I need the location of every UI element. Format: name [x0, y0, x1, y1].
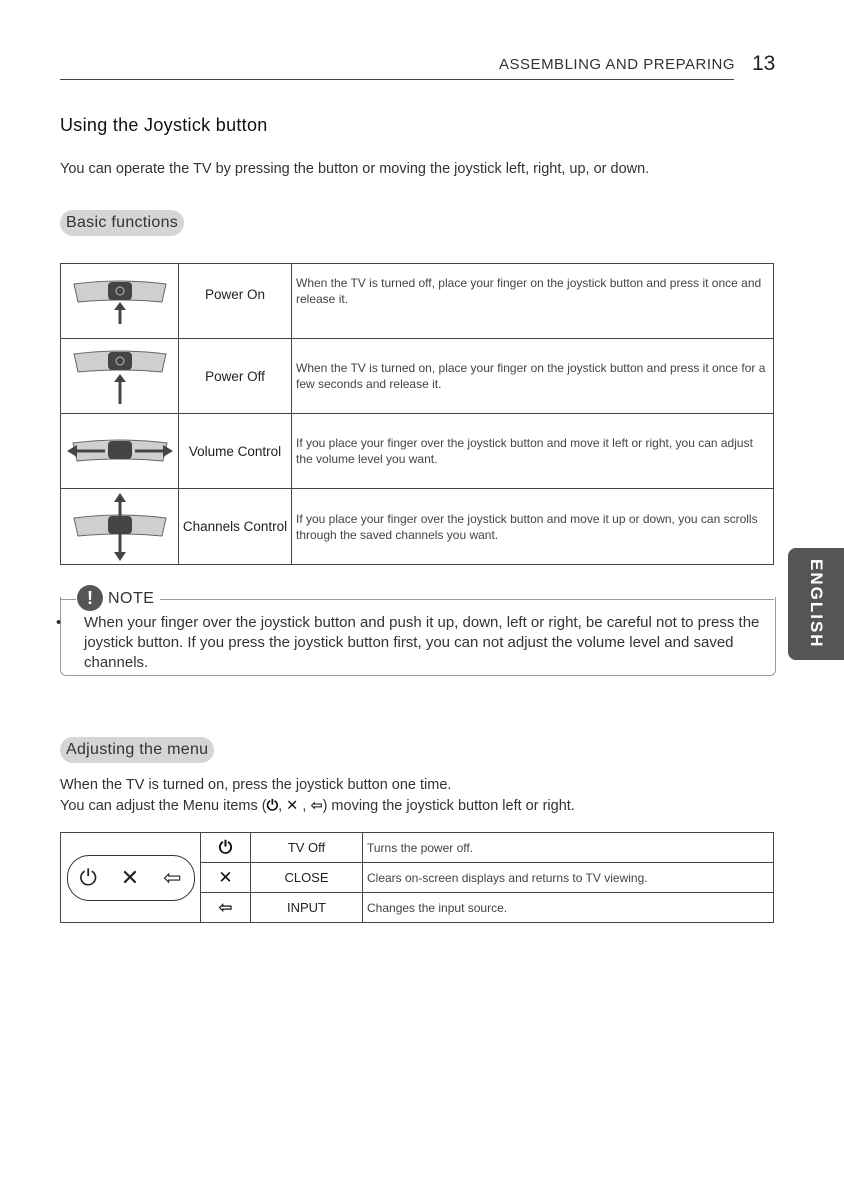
intro-text: You can operate the TV by pressing the button or moving the joystick left, right, up, or down. [60, 161, 650, 177]
adjust-text-line1: When the TV is turned on, press the joystick button one time. [60, 777, 452, 793]
function-description: When the TV is turned on, place your finger on the joystick button and press it once for a few seconds and release it. [292, 339, 774, 414]
menu-bar-illustration [67, 855, 195, 901]
input-icon: ⇦ [201, 893, 251, 923]
note-rule [160, 599, 774, 600]
function-name: Power On [204, 286, 266, 302]
table-row [61, 264, 774, 339]
menu-item-label: INPUT [251, 893, 363, 923]
joystick-left-right-icon [61, 414, 178, 488]
header-rule [60, 79, 734, 80]
table-row [61, 489, 774, 565]
joystick-up-down-icon [61, 490, 178, 564]
function-description: If you place your finger over the joystick button and move it up or down, you can scrolls through the saved channels you want. [292, 489, 774, 565]
function-name: Power Off [205, 368, 265, 384]
adjust-text-line2: You can adjust the Menu items (⏻, ✕ , ⇦) moving the joystick button left or right. [60, 798, 575, 814]
note-title: NOTE [108, 590, 155, 607]
menu-item-description: Clears on-screen displays and returns to TV viewing. [363, 863, 774, 893]
note-icon: ! [77, 585, 103, 611]
close-icon: ✕ [120, 864, 140, 890]
menu-item-description: Turns the power off. [363, 833, 774, 863]
note-text: • When your finger over the joystick button and push it up, down, left or right, be careful not to press the joystick button. If you press the joystick button first, you can not adjust the volume level and saved channels. [56, 614, 760, 671]
table-row [61, 414, 774, 489]
menu-item-label: CLOSE [251, 863, 363, 893]
basic-functions-heading: Basic functions [60, 210, 184, 236]
page-number: 13 [752, 52, 776, 75]
bullet: • [56, 614, 62, 631]
joystick-hold-icon [61, 339, 178, 413]
power-icon: ⏻ [201, 833, 251, 863]
menu-item-label: TV Off [251, 833, 363, 863]
language-tab-label: ENGLISH [807, 559, 826, 649]
table-row [61, 833, 774, 863]
basic-functions-table [60, 263, 774, 565]
power-icon: ⏻ [79, 864, 97, 890]
input-icon: ⇦ [310, 798, 323, 814]
page-title: Using the Joystick button [60, 115, 268, 135]
power-icon: ⏻ [266, 798, 279, 814]
menu-items-table [60, 832, 774, 923]
function-description: When the TV is turned off, place your finger on the joystick button and press it once and release it. [292, 264, 774, 339]
section-title: ASSEMBLING AND PREPARING [499, 56, 735, 73]
function-description: If you place your finger over the joystick button and move it left or right, you can adjust the volume level you want. [292, 414, 774, 489]
close-icon: ✕ [201, 863, 251, 893]
joystick-press-icon [61, 264, 178, 338]
note-rule [60, 599, 76, 600]
adjusting-menu-heading: Adjusting the menu [60, 737, 214, 763]
input-icon: ⇦ [163, 864, 182, 890]
function-name: Channels Control [182, 519, 288, 534]
menu-item-description: Changes the input source. [363, 893, 774, 923]
close-icon: ✕ [286, 798, 299, 814]
table-row [61, 339, 774, 414]
function-name: Volume Control [188, 443, 282, 459]
